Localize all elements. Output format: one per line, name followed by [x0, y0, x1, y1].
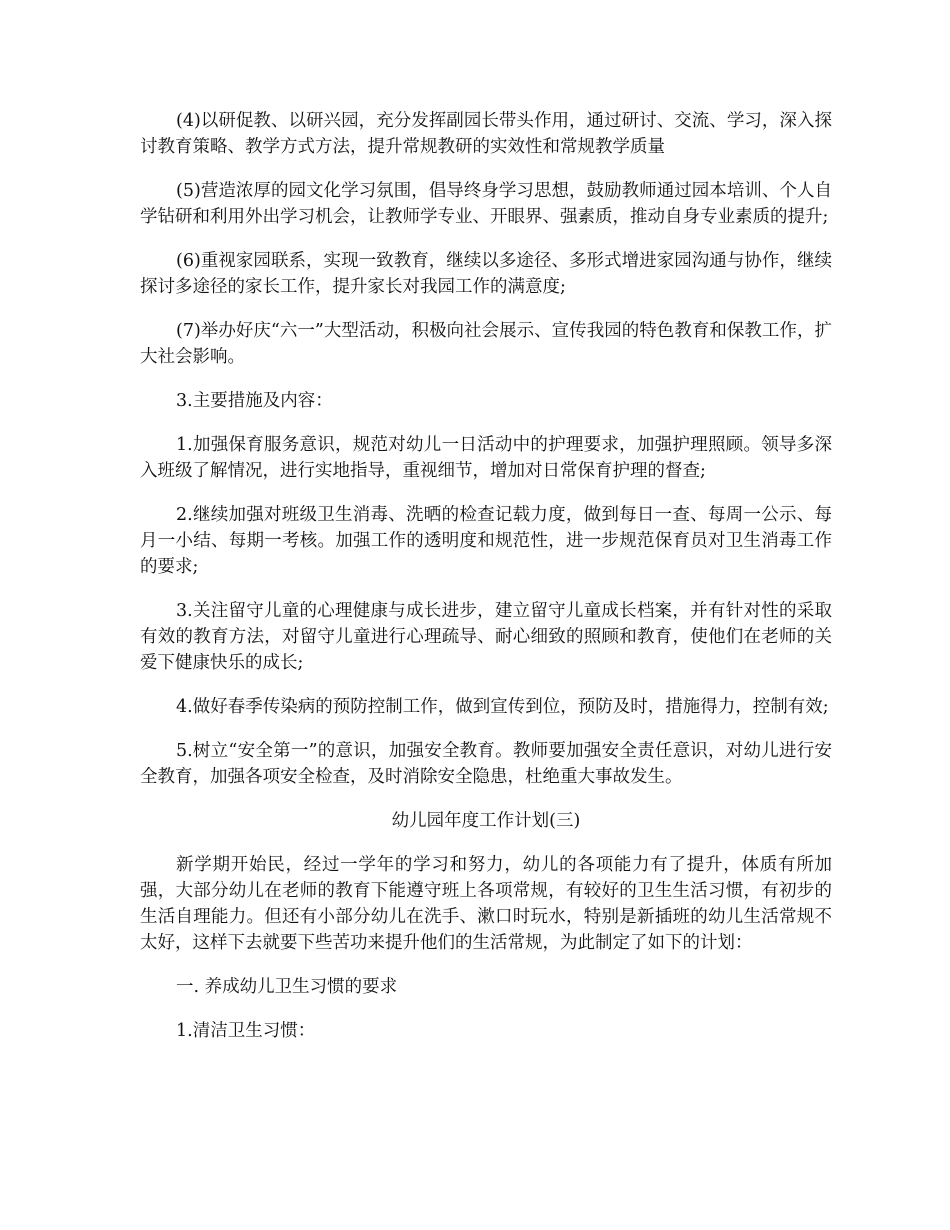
paragraph-item-4: (4)以研促教、以研兴园，充分发挥副园长带头作用，通过研讨、交流、学习，深入探讨教育策略、教学方式方法，提升常规教研的实效性和常规教学质量	[140, 111, 832, 157]
intro-paragraph: 新学期开始民，经过一学年的学习和努力，幼儿的各项能力有了提升，体质有所加强，大部分幼儿在老师的教育下能遵守班上各项常规，有较好的卫生生活习惯，有初步的生活自理能力。但还有小部分幼儿在洗手、漱口时玩水，特别是新插班的幼儿生活常规不太好，这样下去就要下些苦功来提升他们的生活常规，为此制定了如下的计划：	[140, 855, 832, 953]
document-page	[140, 108, 832, 1062]
measure-item-5: 5.树立“安全第一”的意识，加强安全教育。教师要加强安全责任意识，对幼儿进行安全教育，加强各项安全检查，及时消除安全隐患，杜绝重大事故发生。	[140, 741, 832, 787]
measure-item-2: 2.继续加强对班级卫生消毒、洗晒的检查记载力度，做到每日一查、每周一公示、每月一小结、每期一考核。加强工作的透明度和规范性，进一步规范保育员对卫生消毒工作的要求;	[140, 505, 832, 577]
measure-item-3: 3.关注留守儿童的心理健康与成长进步，建立留守儿童成长档案，并有针对性的采取有效的教育方法，对留守儿童进行心理疏导、耐心细致的照顾和教育，使他们在老师的关爱下健康快乐的成长;	[140, 601, 832, 673]
subheading-cleanliness-habits: 1.清洁卫生习惯：	[176, 1021, 316, 1041]
subheading-hygiene-requirements: 一. 养成幼儿卫生习惯的要求	[176, 977, 398, 997]
measure-item-4: 4.做好春季传染病的预防控制工作，做到宣传到位，预防及时，措施得力，控制有效;	[176, 697, 829, 717]
section-title: 幼儿园年度工作计划(三)	[391, 811, 581, 831]
measures-heading: 3.主要措施及内容：	[176, 391, 333, 411]
paragraph-item-7: (7)举办好庆“六一”大型活动，积极向社会展示、宣传我园的特色教育和保教工作，扩大社会影响。	[140, 321, 832, 367]
paragraph-item-5: (5)营造浓厚的园文化学习氛围，倡导终身学习思想，鼓励教师通过园本培训、个人自学钻研和利用外出学习机会，让教师学专业、开眼界、强素质，推动自身专业素质的提升;	[140, 181, 832, 227]
measure-item-1: 1.加强保育服务意识，规范对幼儿一日活动中的护理要求，加强护理照顾。领导多深入班级了解情况，进行实地指导，重视细节，增加对日常保育护理的督查;	[140, 435, 832, 481]
paragraph-item-6: (6)重视家园联系，实现一致教育，继续以多途径、多形式增进家园沟通与协作，继续探讨多途径的家长工作，提升家长对我园工作的满意度;	[140, 251, 832, 297]
